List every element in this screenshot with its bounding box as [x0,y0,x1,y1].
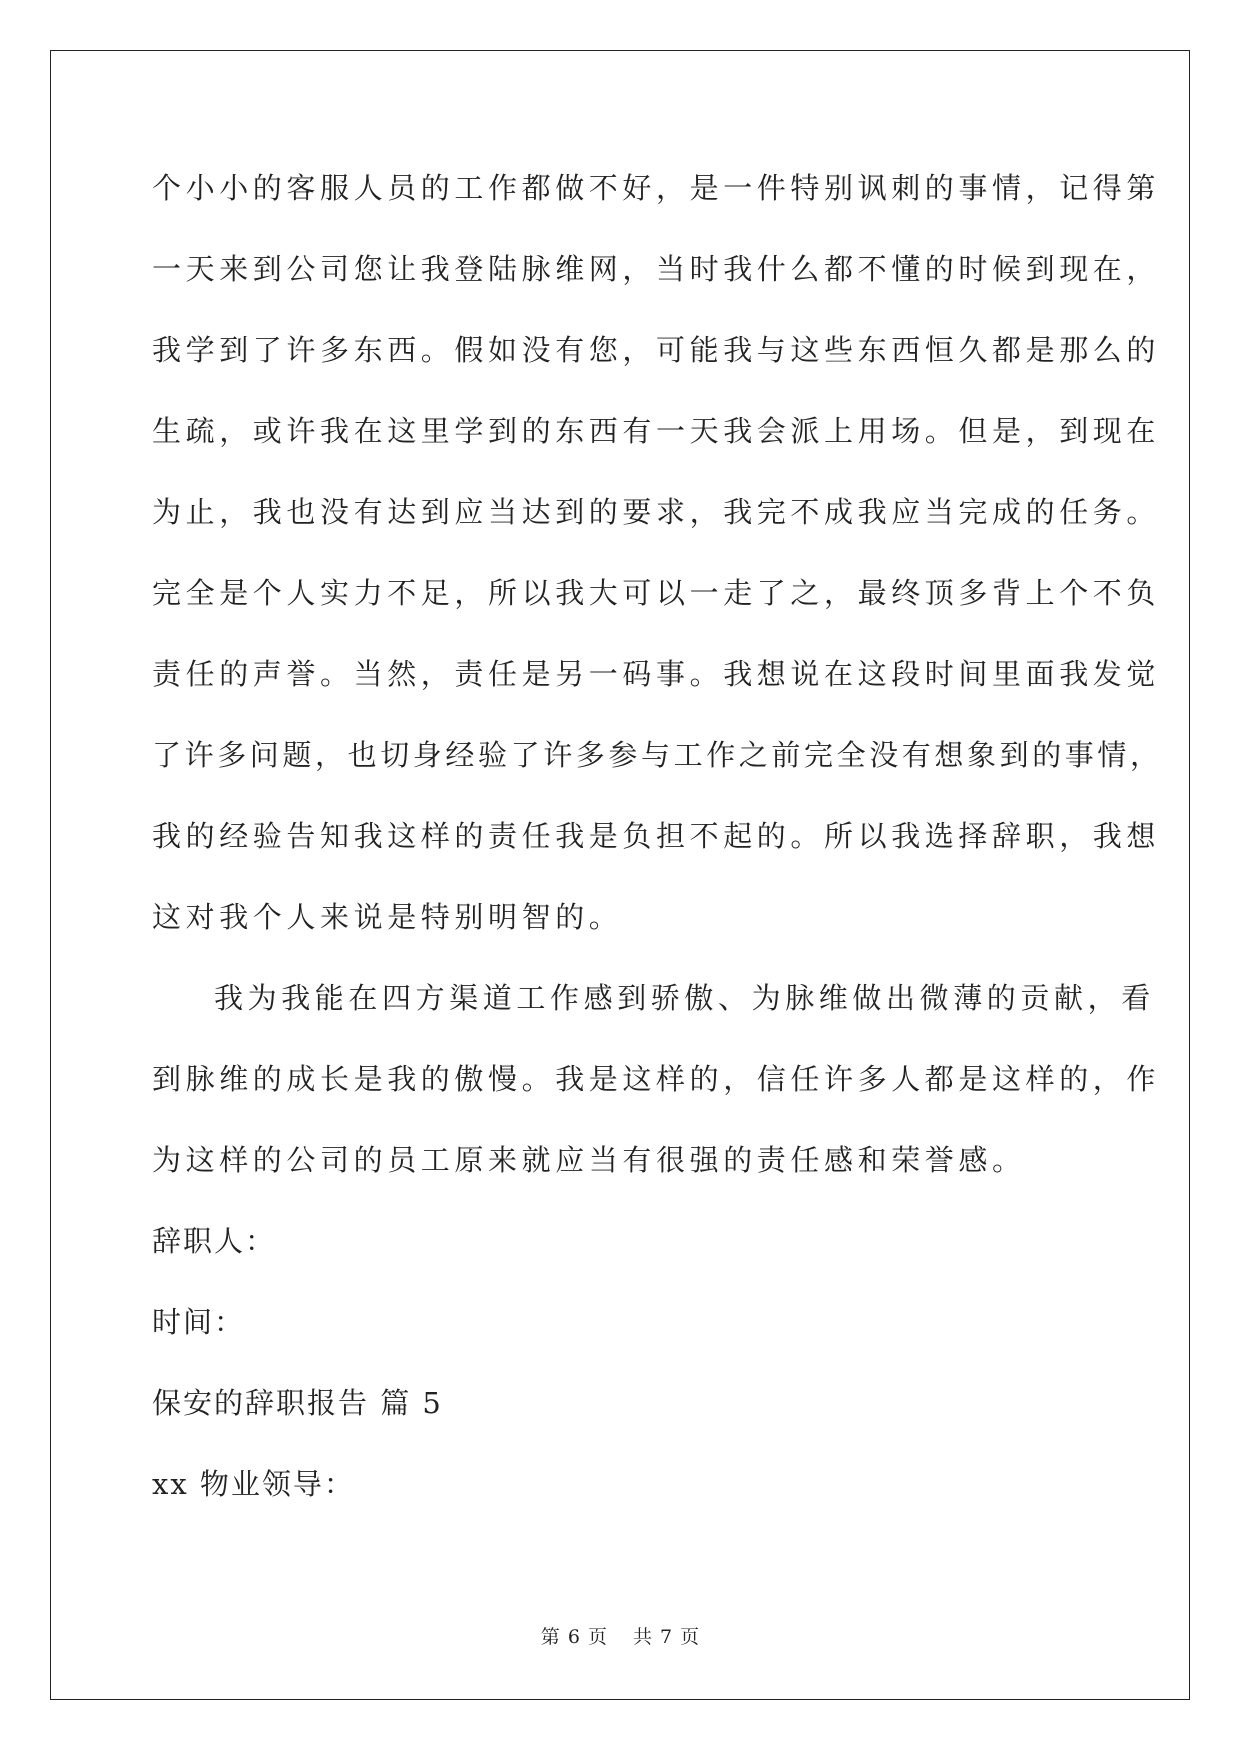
body-line: 个小小的客服人员的工作都做不好，是一件特别讽刺的事情，记得第 [152,171,1161,205]
paragraph-first-line: 我为我能在四方渠道工作感到骄傲、为脉维做出微薄的贡献，看 [214,981,1155,1015]
body-line: 了许多问题，也切身经验了许多参与工作之前完全没有想象到的事情， [152,738,1163,772]
page-footer [0,1622,1241,1649]
page-total: 共 7 页 [633,1626,701,1648]
document-body [152,148,1163,1525]
signature-label: 辞职人： [152,1224,277,1258]
body-line: 到脉维的成长是我的傲慢。我是这样的，信任许多人都是这样的，作 [152,1062,1161,1096]
salutation: xx 物业领导： [152,1467,355,1501]
body-line: 一天来到公司您让我登陆脉维网，当时我什么都不懂的时候到现在， [152,252,1161,286]
body-line: 我学到了许多东西。假如没有您，可能我与这些东西恒久都是那么的 [152,333,1161,367]
body-line: 这对我个人来说是特别明智的。 [152,900,623,934]
date-label: 时间： [152,1305,246,1339]
body-line: 完全是个人实力不足，所以我大可以一走了之，最终顶多背上个不负 [152,576,1161,610]
page-number: 第 6 页 [540,1626,608,1648]
body-line: 我的经验告知我这样的责任我是负担不起的。所以我选择辞职，我想 [152,819,1161,853]
body-line: 为止，我也没有达到应当达到的要求，我完不成我应当完成的任务。 [152,495,1161,529]
body-line: 生疏，或许我在这里学到的东西有一天我会派上用场。但是，到现在 [152,414,1161,448]
body-line: 为这样的公司的员工原来就应当有很强的责任感和荣誉感。 [152,1143,1026,1177]
body-line: 责任的声誉。当然，责任是另一码事。我想说在这段时间里面我发觉 [152,657,1161,691]
section-heading: 保安的辞职报告 篇 5 [152,1386,443,1420]
